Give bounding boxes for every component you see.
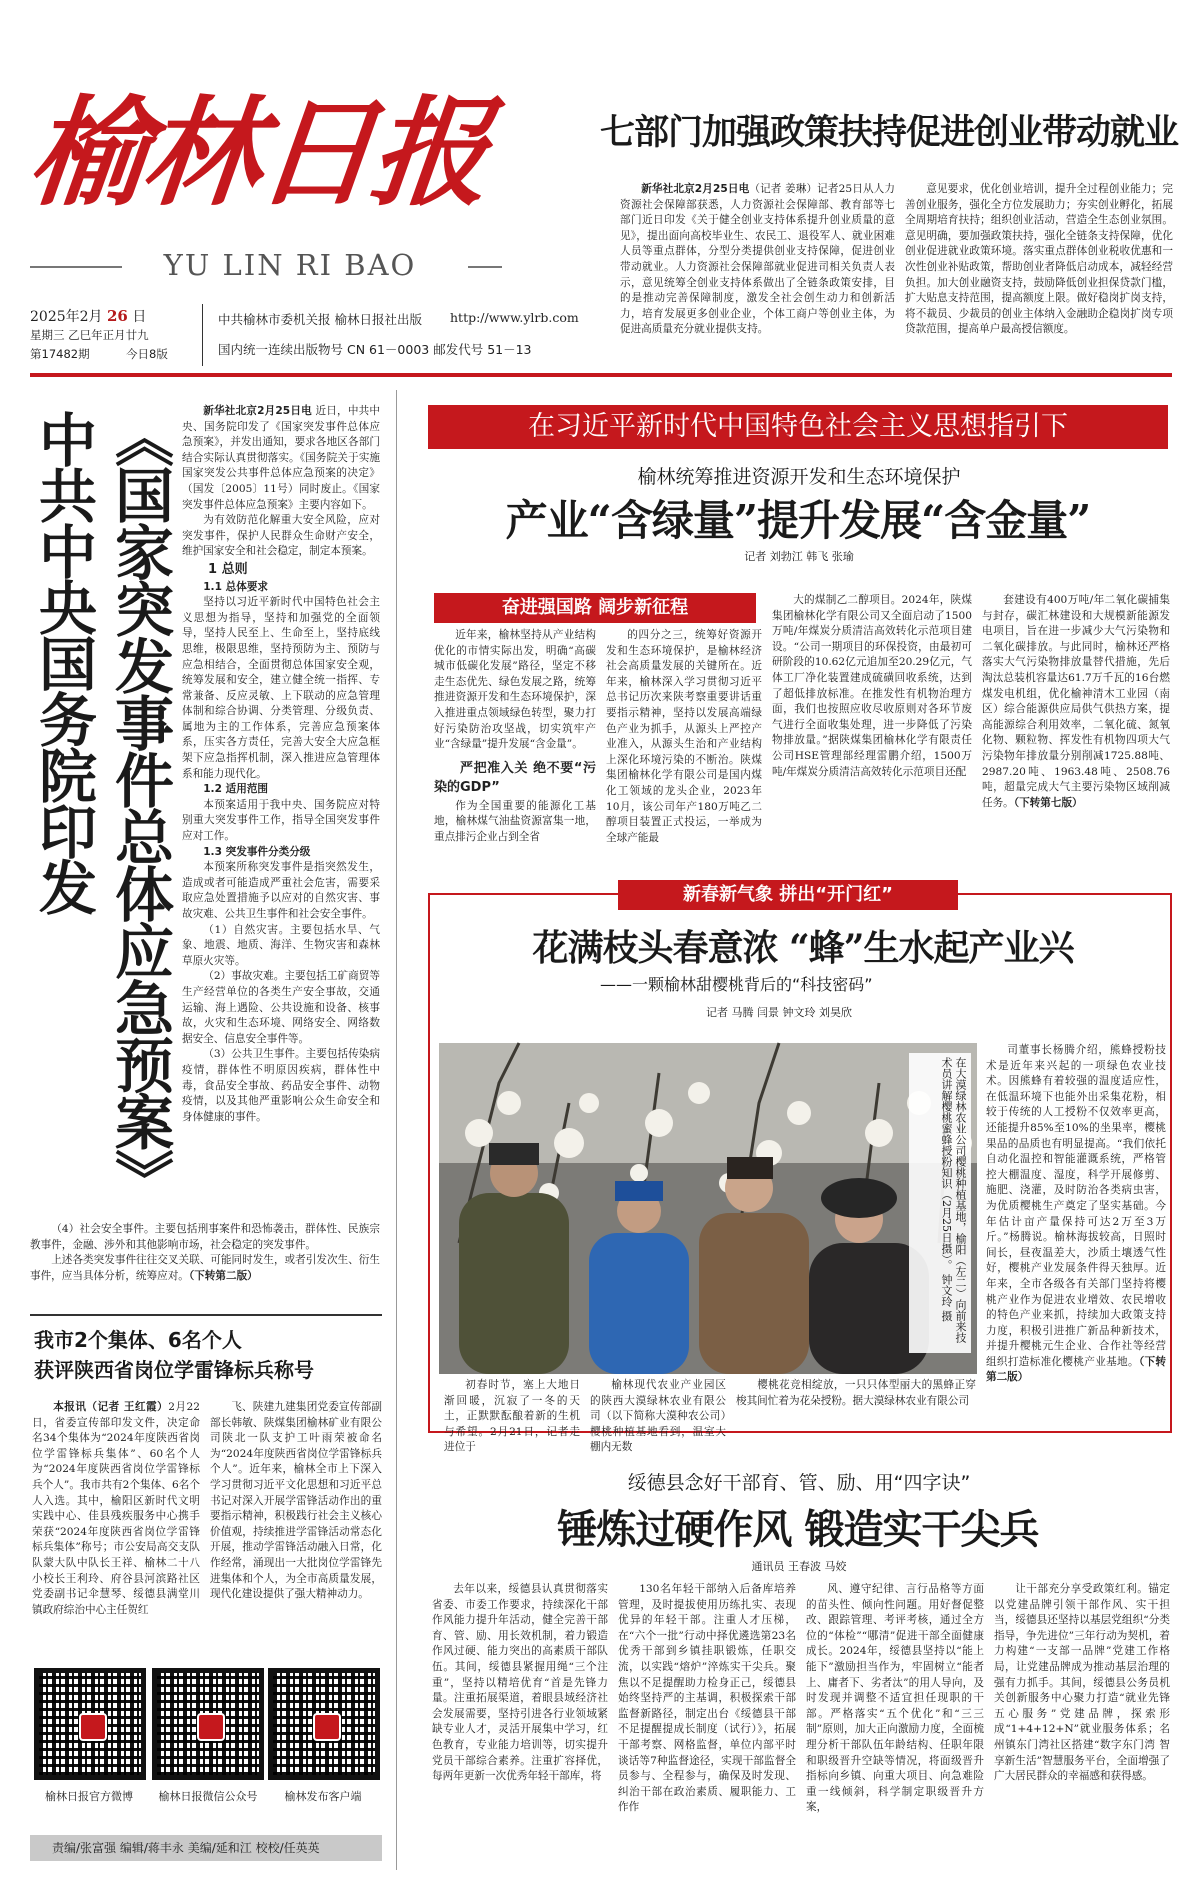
award-headline-2: 获评陕西省岗位学雷锋标兵称号 <box>34 1358 314 1382</box>
green-col-4 <box>982 593 1170 864</box>
suide-col-4 <box>994 1582 1170 1868</box>
award-text-1: 2月22日，省委宣传部印发文件，决定命名34个集体为“2024年度陕西省岗位学雷锋标兵集体”、60名个人为“2024年度陕西省岗位学雷锋标兵个人”。我市共有2个集体、6名个人入选。其中，榆阳区新时代文明实践中心、佳县残疾服务中心携手荣获“2024年度陕西省岗位学雷锋标兵集体”称号；市公安局高交支队队蒙大队中队长王祥、榆林二十八小校长王利玲、府谷县河滨路社区党委副书记伞慧琴、绥德县满堂川镇政府综治中心主任贺红 <box>32 1401 200 1616</box>
qr-code-row <box>30 1668 382 1828</box>
qr-label: 榆林日报官方微博 <box>45 1790 133 1803</box>
suide-col-3 <box>806 1582 984 1868</box>
publication-number: 国内统一连续出版物号 CN 61－0003 邮发代号 51－13 <box>218 342 532 357</box>
section-rule <box>30 373 1172 377</box>
top-story-col-1 <box>620 182 895 368</box>
qr-code-app[interactable] <box>268 1668 380 1780</box>
green-col-2 <box>606 628 762 864</box>
section-heading: 1.2 适用范围 <box>203 783 269 796</box>
date-suffix: 日 <box>132 309 147 325</box>
cherry-text-3: 樱桃花竞相绽放，一只只体型丽大的黑蜂正穿梭其间忙着为花朵授粉。据大漠绿林农业有限公司 <box>736 1379 976 1407</box>
left-p6: （1）自然灾害。主要包括水旱、气象、地震、地质、海洋、生物灾害和森林草原火灾等。 <box>182 923 380 967</box>
suide-headline: 锤炼过硬作风 锻造实干尖兵 <box>557 1506 1039 1553</box>
qr-label: 榆林发布客户端 <box>284 1790 362 1803</box>
jump-line: （下转第二版） <box>986 1355 1167 1384</box>
cherry-orchard-photo <box>439 1043 977 1374</box>
award-byline: 本报讯（记者 王红霞） <box>53 1401 169 1413</box>
suide-text-4: 让干部充分享受政策红利。锚定以党建品牌引领干部作风、实干担当，绥德县还坚持以基层党组织“分类指导，争先进位”三年行动为契机，着力构建“一支部一品牌”党建工作格局，让党建品牌成为推动基层治理的强有力抓手。其间，绥德县公务员机关创新服务中心聚力打造“就业先锋 五心服务”党建品牌，探索形成“1+4+12+N”就业服务体系；名州镇东门湾社区搭建“数字东门湾 智享新生活”智慧服务平台，全面增强了广大居民群众的幸福感和获得感。 <box>994 1583 1170 1783</box>
left-p3: 坚持以习近平新时代中国特色社会主义思想为指导，坚持和加强党的全面领导，坚持人民至上、生命至上，坚持底线思维，极限思维，坚持预防为主、预防与应急相结合，全面贯彻总体国家安全观，统筹发展和安全，建立健全统一指挥、专常兼备、反应灵敏、上下联动的应急管理体制和综合协调、分类管理、分级负责、属地为主的工作体系，完善应急预案体系，压实各方责任，完善大安全大应急框架下应急指挥机制，深入推进应急管理体系和能力现代化。 <box>182 596 380 780</box>
title-part-1: 中共中央 <box>29 410 97 634</box>
left-p9: （4）社会安全事件。主要包括刑事案件和恐怖袭击，群体性、民族宗教事件，金融、涉外和其他影响市场，社会稳定的突发事件。 <box>30 1223 380 1251</box>
top-story-text-1: 记者25日从人力资源社会保障部获悉，人力资源社会保障部、教育部等七部门近日印发《关于健全创业支持体系提升创业质量的意见》，提出面向高校毕业生、农民工、退役军人、就业困难人员等重点群体，分型分类提供创业支持保障，促进创业带动就业。人力资源社会保障部就业促进司相关负责人表示，意见统筹全创业支持体系做出了全链条政策安排，目的是推动完善保障制度，激发全社会创生动力和创新活力，培育发展更多创业企业，个体工商户等创业主体，为促进高质量充分就业提供支持。 <box>620 183 895 336</box>
sponsor-line: 中共榆林市委机关报 榆林日报社出版 <box>218 312 422 327</box>
left-p2: 为有效防范化解重大安全风险，应对突发事件，保护人民群众生命财产安全，维护国家安全和社会稳定，制定本预案。 <box>182 514 380 558</box>
award-text-2: 飞、陕建九建集团党委宣传部副部长韩敏、陕煤集团榆林矿业有限公司陕北一队支护工叶雨荣被命名为“2024年度陕西省岗位学雷锋标兵个人”。近年来，榆林全市上下深入学习贯彻习近平文化思想和习近平总书记对深入开展学雷锋活动作出的重要指示精神，积极践行社会主义核心价值观，持续推进学雷锋活动常态化开展，推动学雷锋活动融入日常，化作经常，涌现出一大批岗位学雷锋先进集体和个人，为全市高质量发展，现代化建设提供了强大精神动力。 <box>210 1401 382 1601</box>
green-text-1a: 近年来，榆林坚持从产业结构优化的市情实际出发，明确“高碳城市低碳化发展”路径，坚定不移走生态优先、绿色发展之路，统筹推进资源开发和生态环境保护，深入推进重点领域绿色转型，聚力打好污染防治攻坚战，切实筑牢产业“含绿量”提升发展“含金量”。 <box>434 629 596 751</box>
cherry-text-4: 司董事长杨腾介绍，熊蜂授粉技术是近年来兴起的一项绿色农业技术。因熊蜂有着较强的温度适应性，在低温环境下也能外出采集花粉，相较于传统的人工授粉不仅效率更高，还能提升85%至10%的坐果率，樱桃果品的品质也有明显提高。“我们依托自动化温控和智能灌溉系统，严格管控大棚温度、湿度，科学开展修剪、施肥、浇灌，及时防治各类病虫害，为优质樱桃生产奠定了坚实基础。今年估计亩产量保持可达2万至3万斤。”杨腾说。榆林海拔较高，日照时间长，昼夜温差大，沙质土壤透气性好，樱桃产业发展条件得天独厚。近年来，全市各级各有关部门坚持将樱桃产业作为促进农业增效、农民增收的特色产业来抓，持续加大政策支持力度，积极引进推广新品种新技术，并提升樱桃元生企业、合作社等经营组织打造标准化樱桃产业基地。 <box>986 1044 1166 1368</box>
cherry-byline: 记者 马腾 闫景 钟文玲 刘昊欣 <box>706 1006 852 1019</box>
award-col-2 <box>210 1400 382 1662</box>
title-part-2: 国务院 <box>29 634 97 802</box>
jump-line: （下转第七版） <box>1013 796 1083 809</box>
suide-col-2 <box>618 1582 796 1868</box>
masthead-pinyin: YU LIN RI BAO <box>163 248 417 282</box>
section-heading: 1.1 总体要求 <box>203 580 269 593</box>
green-subhead: 严把准入关 绝不要“污染的GDP” <box>434 760 596 795</box>
page-count: 今日8版 <box>126 347 168 361</box>
cherry-col-1 <box>444 1378 580 1454</box>
jump-line: （下转第二版） <box>188 1269 258 1282</box>
date-prefix: 2025年2月 <box>30 309 103 325</box>
suide-text-1: 去年以来，绥德县认真贯彻落实省委、市委工作要求，持续深化干部作风能力提升年活动，健全完善干部育、管、励、用长效机制，着力锻造作风过硬、能力突出的高素质干部队伍。其间，绥德县紧握用绳“三个注重”，坚持以精培优育“首是先锋力量。注重拓展渠道，着眼县域经济社会发展需要，坚持引进各行业领域紧缺专业人才，灵活开展集中学习，红色教育，专业能力培训等，切实提升党员干部综合素养。注重扩容择优，每两年更新一次优秀年轻干部库，将 <box>432 1583 608 1783</box>
cherry-col-3 <box>736 1378 976 1428</box>
app-logo-icon <box>79 1713 107 1741</box>
top-story-text-2: 意见要求，优化创业培训，提升全过程创业能力；完善创业服务，强化全方位发展助力；夯实创业孵化，拓展全周期培育扶持；组织创业活动，营造全生态创业氛围。意见明确，要加强政策扶持，强化全链条支持保障，优化创业促进就业政策环境。落实重点群体创业税收优惠和一次性创业补贴政策，帮助创业者降低启动成本，减轻经营负担。加大创业融资支持，鼓励降低创业担保贷款门槛，扩大贴息支持范围，提高额度上限。做好稳岗扩岗支持，将不裁员、少裁员的创业主体纳入金融助企稳岗扩岗专项贷款范围，提高单户最高授信额度。 <box>905 183 1173 336</box>
suide-kicker: 绥德县念好干部育、管、励、用“四字诀” <box>627 1472 971 1494</box>
suide-text-3: 风、遵守纪律、言行品格等方面的苗头性、倾向性问题。用好督促整改、跟踪管理、考评考核，通过全方位的“体检”“哪清”促进干部全面健康成长。2024年，绥德县坚持以“能上能下”激励担当作为，牢固树立“能者上、庸者下、劣者汰”的用人导向，及时发现并调整不适宜担任现职的干部。严格落实“五个优化”和“三三制”原则，加大正向激励力度，全面梳理分析干部队伍年龄结构、任职年限和职级晋升空缺等情况，将面级晋升指标向乡镇、向重大项目、向急难险重一线倾斜，科学制定职级晋升方案， <box>806 1583 984 1814</box>
green-text-2: 的四分之三，统筹好资源开发和生态环境保护，是榆林经济社会高质量发展的关键所在。近年来，榆林深入学习贯彻习近平总书记历次来陕考察重要讲话重要指示精神，坚持以发展高端绿色产业为抓手，从源头上严控产业准入，从源头生治和产业结构上深化环境污染的不断治。陕煤集团榆林化学有限公司是国内煤化工领域的龙头企业，2023年10月，该公司年产180万吨乙二醇项目装置正式投运，一举成为全球产能最 <box>606 629 762 844</box>
photo-illustration <box>439 1043 977 1374</box>
cherry-text-1: 初春时节，塞上大地日渐回暖，沉寂了一冬的天土，正默默酝酿着新的生机与希望。2月21日，记者走进位于 <box>444 1379 580 1454</box>
divider <box>468 266 502 268</box>
green-text-4: 套建设有400万吨/年二氧化碳捕集与封存，碳汇林建设和大规模新能源发电项目，旨在进一步减少大气污染物和二氧化碳排放。与此同时，榆林还严格落实大气污染物排放量替代措施，先后淘汰总装机容量达61.7万千瓦的16台燃煤发电机组，优化榆神清木工业园（南区）综合能源供应局供气供热方案，提高能源综合利用效率，二氧化硫、氮氧化物、颗粒物、挥发性有机物四项大气污染物年排放量分别削减1725.88吨、2987.20吨、1963.48吨、2508.76吨，超量完成大气主要污染物区域削减任务。 <box>982 594 1170 809</box>
section-heading: 1.3 突发事件分类分级 <box>203 845 311 858</box>
title-document: 《国家突发事件总体应急预案》 <box>105 408 174 1206</box>
app-logo-icon <box>313 1713 341 1741</box>
issue-number: 第17482期 <box>30 347 90 361</box>
divider <box>30 1314 382 1316</box>
divider <box>202 304 203 366</box>
divider <box>30 266 122 268</box>
photo-caption-vertical <box>909 1053 971 1353</box>
left-p8: （3）公共卫生事件。主要包括传染病疫情，群体性不明原因疾病，群体性中毒，食品安全事故、药品安全事件、动物疫情，以及其他严重影响公众生命安全和身体健康的事件。 <box>182 1048 380 1123</box>
green-byline: 记者 刘勃江 韩飞 张瑜 <box>744 550 854 563</box>
section-tab: 奋进强国路 阔步新征程 <box>434 593 756 623</box>
left-intro: 近日，中共中央、国务院印发了《国家突发事件总体应急预案》，并发出通知，要求各地区各部门结合实际认真贯彻落实。《国务院关于实施国家突发公共事件总体应急预案的决定》（国发〔2005〕11号）同时废止。《国家突发事件总体应急预案》主要内容如下。 <box>182 405 380 511</box>
left-p10: 上述各类突发事件往往交叉关联、可能同时发生，或者引发次生、衍生事件，应当具体分析，统筹应对。 <box>30 1254 380 1282</box>
reporter: （记者 姜琳） <box>749 183 818 195</box>
qr-code-wechat[interactable] <box>152 1668 264 1780</box>
green-text-1b: 作为全国重要的能源化工基地，榆林煤气油盐资源富集一地，重点排污企业占到全省 <box>434 799 596 843</box>
left-story-title <box>26 400 176 1220</box>
cherry-col-2 <box>590 1378 726 1454</box>
section-tab: 新春新气象 拼出“开门红” <box>618 880 958 910</box>
left-story-tail <box>30 1222 380 1286</box>
green-headline: 产业“含绿量”提升发展“含金量” <box>505 496 1091 545</box>
cherry-headline: 花满枝头春意浓 “蜂”生水起产业兴 <box>532 927 1074 969</box>
editor-credits <box>30 1835 382 1861</box>
cherry-text-2: 榆林现代农业产业园区的陕西大漠绿林农业有限公司（以下简称大漠种农公司）樱桃种植基地看到，温室大棚内无数 <box>590 1379 726 1454</box>
app-logo-icon <box>197 1713 225 1741</box>
suide-text-2: 130名年轻干部纳入后备库培养管理，及时提拔使用历练扎实、表现优异的年轻干部。注重人才压梯，在“六个一批”行动中择优遴选第23名优秀干部到乡镇挂职锻炼，任职交流，以实践“熔炉”淬炼实干尖兵。聚焦以不足提醒助力检身正己，绥德县始终坚持严的主基调，积极探索干部监督新路径，制定出台《绥德县干部不足提醒提成长制度（试行）》，拓展干部考察、网格监督，单位内部平时谈话等7种监督途径，实现干部监督全员参与、全程参与，确保及时发现、纠治干部在政治素质、履职能力、工作作 <box>618 1583 796 1814</box>
qr-code-weibo[interactable] <box>34 1668 146 1780</box>
green-text-3: 大的煤制乙二醇项目。2024年，陕煤集团榆林化学有限公司又全面启动了1500万吨/年煤炭分质清洁高效转化示范项目建设。“公司一期项目的环保投资，由最初可研阶段的10.62亿元追加至20.29亿元，气体工厂净化装置建成硫磺回收系统，达到了超低排放标准。在推发性有机物治理方面，我们也按照应收尽收原则对各环节废气进行全面收集处理，进一步降低了污染物排放量。”据陕煤集团榆林化学有限责任公司HSE管理部经理雷鹏介绍，1500万吨/年煤炭分质清洁高效转化示范项目还配 <box>772 594 972 778</box>
title-publisher <box>29 410 97 1210</box>
green-col-1 <box>434 628 596 864</box>
qr-label: 榆林日报微信公众号 <box>158 1790 258 1803</box>
issue-date <box>30 306 190 326</box>
left-p7: （2）事故灾难。主要包括工矿商贸等生产经营单位的各类生产安全事故，交通运输、海上遇险、公共设施和设备、核事故，火灾和生态环境、网络安全、网络数据安全、信息安全事件等。 <box>182 970 380 1045</box>
photo-caption-lead: 在大漠绿林农业公司樱桃种植基地，榆阳（左二）向前来 <box>954 1057 967 1332</box>
left-p5: 本预案所称突发事件是指突然发生，造成或者可能造成严重社会危害，需要采取应急处置措施予以应对的自然灾害、事故灾难、公共卫生事件和社会安全事件。 <box>182 861 380 920</box>
green-col-3 <box>772 593 972 864</box>
masthead-logo: 榆林日报 <box>22 83 493 222</box>
left-p4: 本预案适用于我中央、国务院应对特别重大突发事件工作，指导全国突发事件应对工作。 <box>182 798 380 843</box>
cherry-subtitle: ——一颗榆林甜樱桃背后的“科技密码” <box>600 975 873 994</box>
left-dateline: 新华社北京2月25日电 <box>203 405 312 417</box>
section-banner: 在习近平新时代中国特色社会主义思想指引下 <box>428 405 1168 449</box>
date-day: 26 <box>107 307 128 325</box>
top-headline: 七部门加强政策扶持促进创业带动就业 <box>600 113 1179 153</box>
weekday: 星期三 乙巳年正月廿九 <box>30 328 149 342</box>
suide-col-1 <box>432 1582 608 1868</box>
dateline: 新华社北京2月25日电 <box>641 183 750 195</box>
section-heading: 1 总则 <box>208 561 248 577</box>
column-divider <box>396 390 397 1870</box>
top-story-col-2 <box>905 182 1173 368</box>
website: http://www.ylrb.com <box>450 310 579 325</box>
cherry-col-4 <box>986 1043 1166 1428</box>
editor-credits-text: 责编/张富强 编辑/蒋丰永 美编/延和江 校校/任英英 <box>52 1841 320 1855</box>
suide-byline: 通讯员 王春波 马姣 <box>751 1560 847 1573</box>
left-story-body <box>182 404 380 1224</box>
award-headline-1: 我市2个集体、6名个人 <box>34 1328 242 1352</box>
award-col-1 <box>32 1400 200 1662</box>
title-part-3: 印发 <box>29 802 97 914</box>
green-kicker: 榆林统筹推进资源开发和生态环境保护 <box>637 466 961 488</box>
photo-caption: 技术员讲解樱桃蜜蜂授粉知识（2月25日摄）。 钟文玲 摄 <box>940 1057 967 1343</box>
